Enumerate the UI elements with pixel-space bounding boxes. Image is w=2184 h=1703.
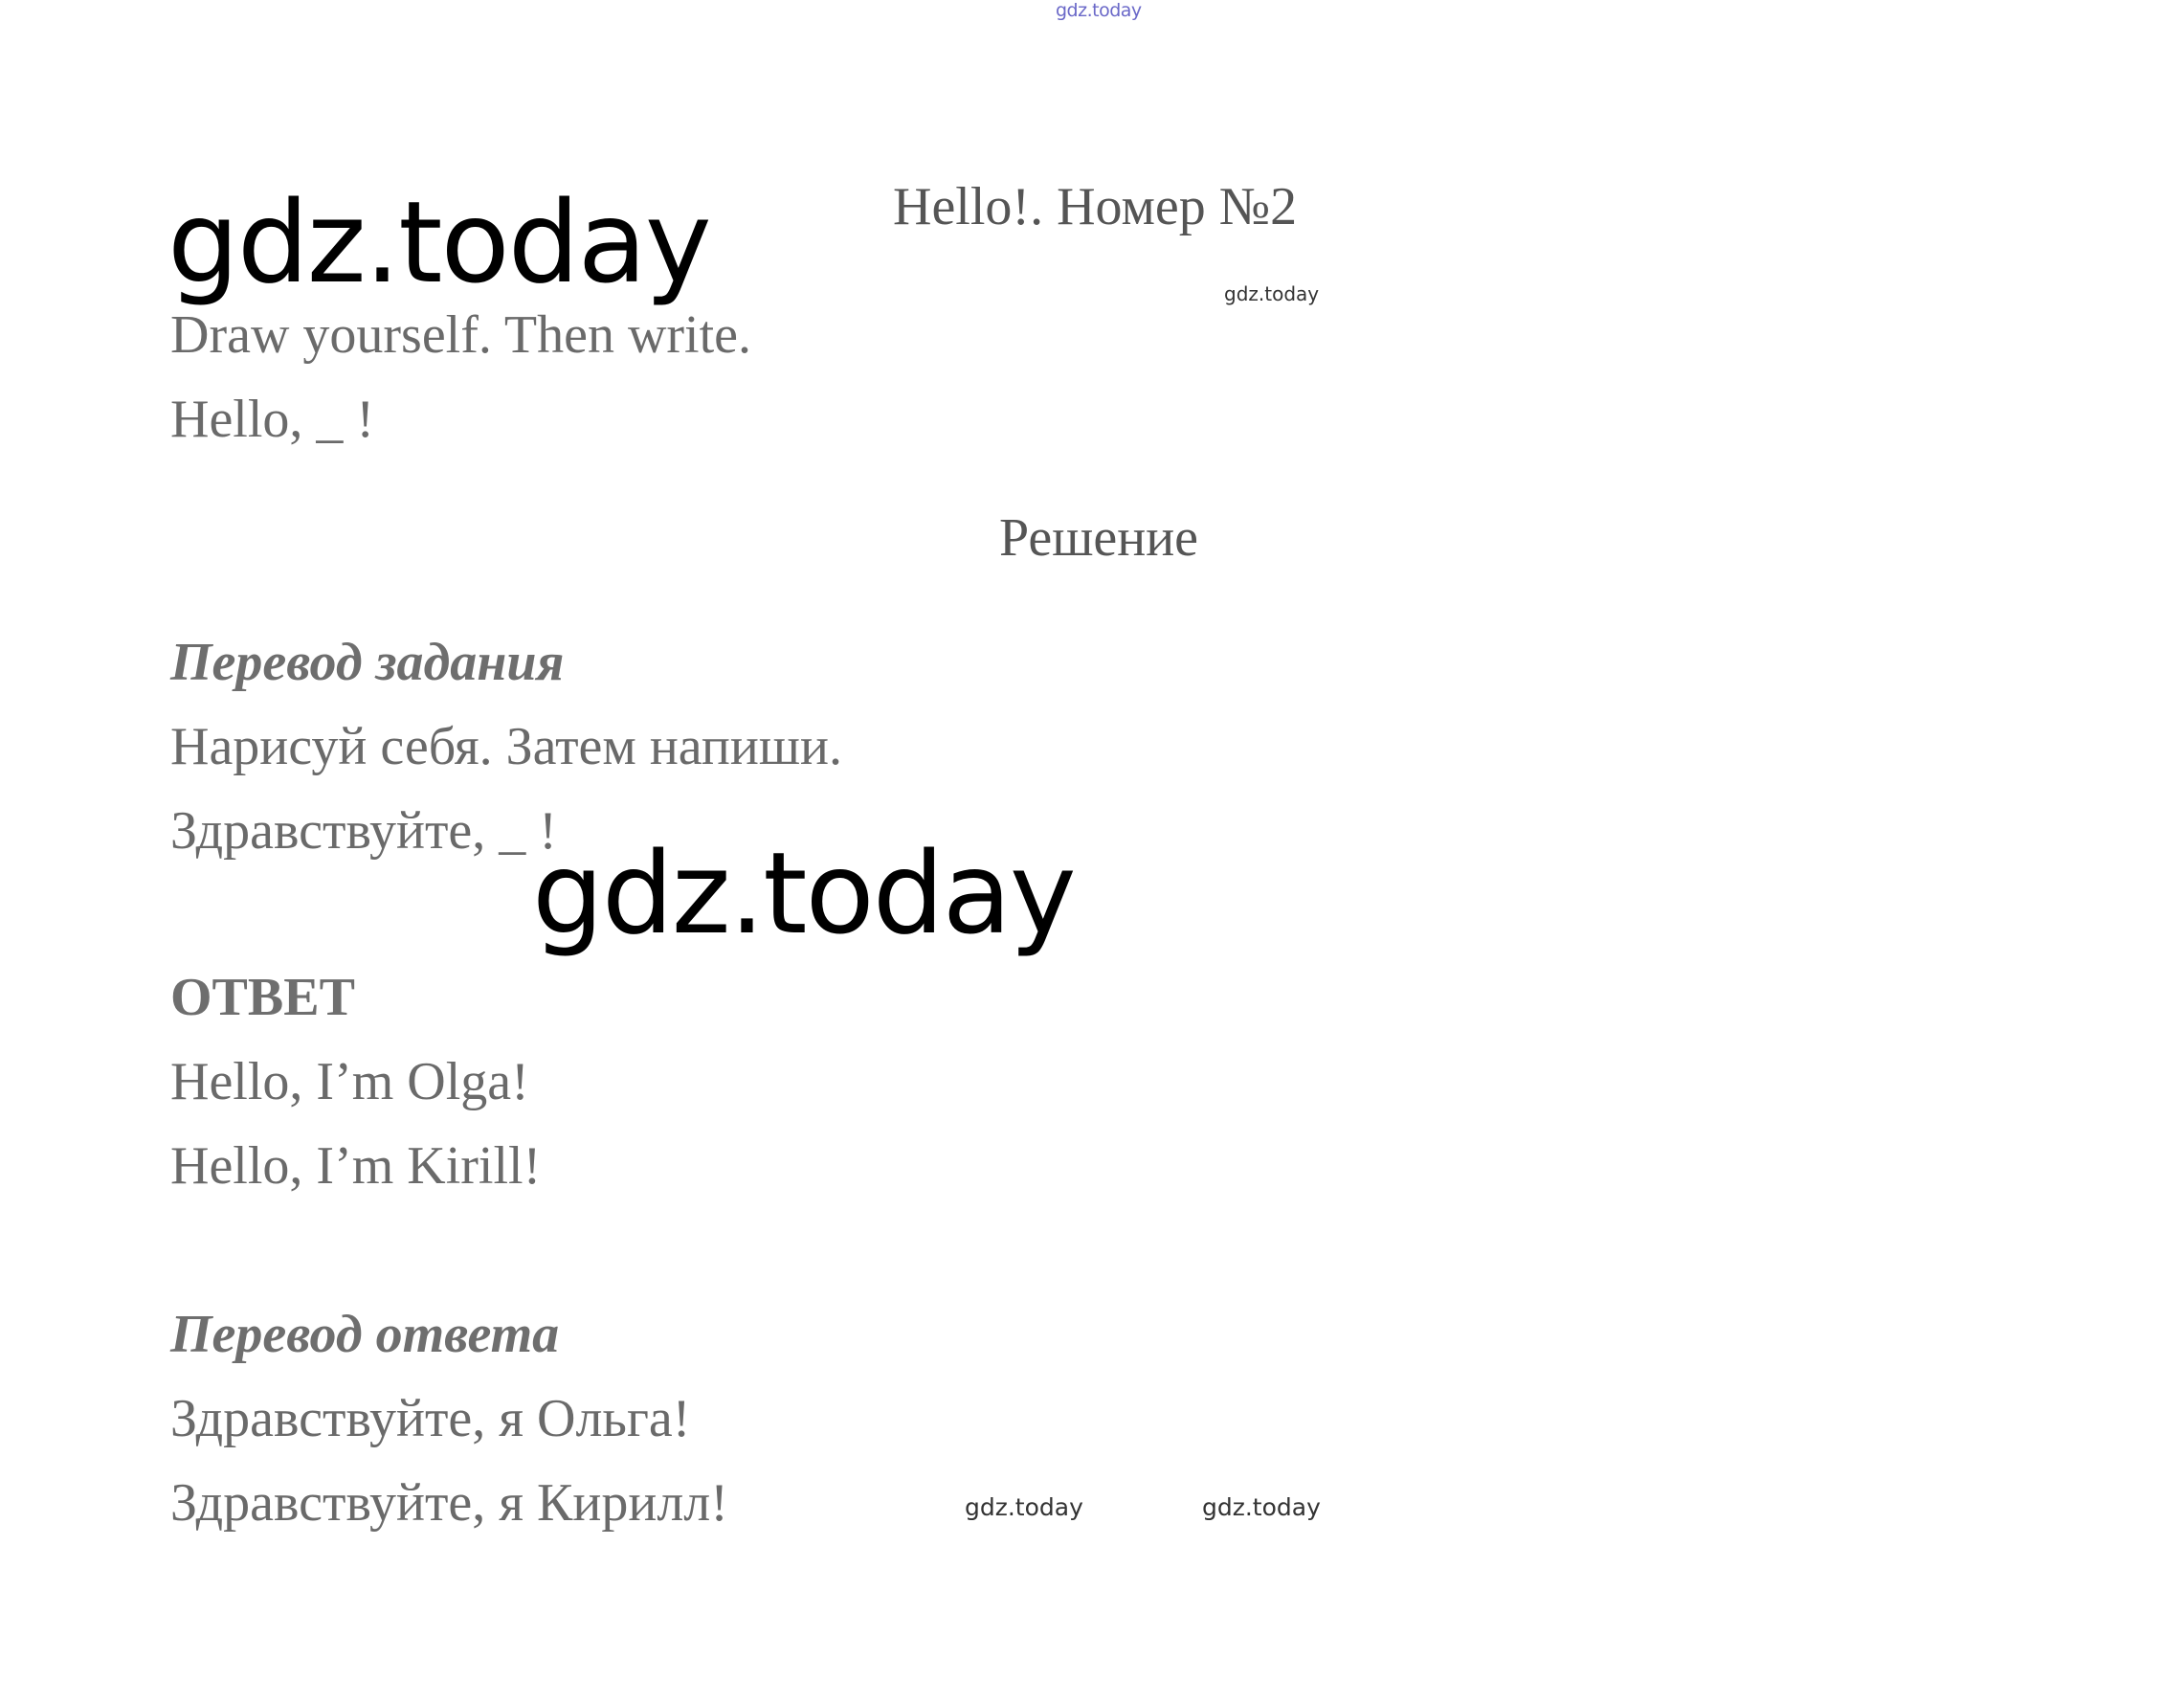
answer-line-1: Hello, I’m Olga!	[170, 1052, 529, 1111]
watermark-large-2: gdz.today	[532, 827, 1075, 959]
answer-translation-heading: Перевод ответа	[170, 1305, 560, 1364]
watermark-small-3: gdz.today	[1202, 1493, 1321, 1521]
watermark-small-2: gdz.today	[965, 1493, 1083, 1521]
answer-translation-line-2: Здравствуйте, я Кирилл!	[170, 1473, 728, 1533]
task-translation-heading: Перевод задания	[170, 633, 565, 692]
watermark-top: gdz.today	[1056, 0, 1142, 21]
answer-translation-line-1: Здравствуйте, я Ольга!	[170, 1389, 691, 1448]
task-line-1: Draw yourself. Then write.	[170, 305, 752, 365]
watermark-small-1: gdz.today	[1224, 282, 1320, 305]
task-translation-line-1: Нарисуй себя. Затем напиши.	[170, 717, 842, 776]
watermark-large-1: gdz.today	[167, 176, 710, 308]
task-translation-line-2: Здравствуйте, _ !	[170, 801, 557, 861]
solution-label: Решение	[999, 508, 1199, 568]
task-line-2: Hello, _ !	[170, 390, 375, 449]
answer-heading: ОТВЕТ	[170, 968, 355, 1027]
answer-line-2: Hello, I’m Kirill!	[170, 1136, 542, 1196]
page-title: Hello!. Номер №2	[893, 177, 1298, 236]
